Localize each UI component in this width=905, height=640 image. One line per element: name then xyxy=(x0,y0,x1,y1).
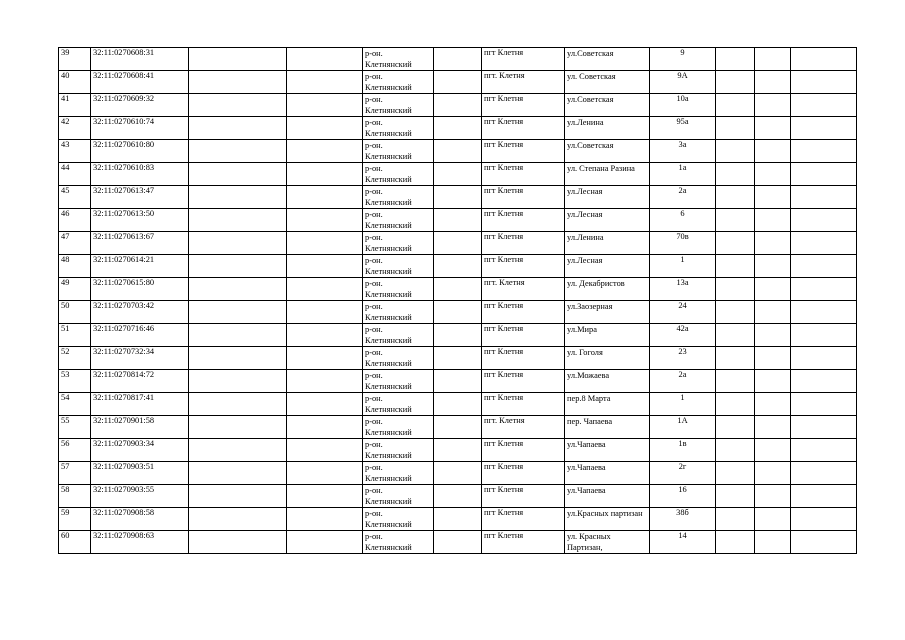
empty-cell xyxy=(189,485,287,508)
empty-cell xyxy=(434,48,482,71)
empty-cell xyxy=(434,232,482,255)
empty-cell xyxy=(434,416,482,439)
empty-cell xyxy=(716,209,755,232)
district-cell: р-он. Клетнянский xyxy=(363,94,434,117)
row-number-cell: 39 xyxy=(59,48,91,71)
empty-cell xyxy=(189,94,287,117)
empty-cell xyxy=(791,163,857,186)
empty-cell xyxy=(791,94,857,117)
empty-cell xyxy=(434,531,482,554)
house-number-cell: 42а xyxy=(650,324,716,347)
empty-cell xyxy=(287,370,363,393)
cadastral-number-cell: 32:11:0270817:41 xyxy=(91,393,189,416)
house-number-cell: 9А xyxy=(650,71,716,94)
district-cell: р-он. Клетнянский xyxy=(363,209,434,232)
row-number-cell: 60 xyxy=(59,531,91,554)
empty-cell xyxy=(434,393,482,416)
settlement-cell: пгт. Клетня xyxy=(482,71,565,94)
house-number-cell: 70в xyxy=(650,232,716,255)
empty-cell xyxy=(434,140,482,163)
row-number-cell: 40 xyxy=(59,71,91,94)
empty-cell xyxy=(189,186,287,209)
street-cell: ул.Чапаева xyxy=(565,485,650,508)
empty-cell xyxy=(716,462,755,485)
row-number-cell: 47 xyxy=(59,232,91,255)
district-cell: р-он. Клетнянский xyxy=(363,232,434,255)
table-row xyxy=(59,462,857,485)
empty-cell xyxy=(791,48,857,71)
empty-cell xyxy=(189,508,287,531)
district-cell: р-он. Клетнянский xyxy=(363,278,434,301)
empty-cell xyxy=(434,301,482,324)
table-body xyxy=(59,48,857,554)
row-number-cell: 51 xyxy=(59,324,91,347)
house-number-cell: 1в xyxy=(650,439,716,462)
house-number-cell: 1 xyxy=(650,393,716,416)
house-number-cell: 10а xyxy=(650,94,716,117)
empty-cell xyxy=(189,117,287,140)
street-cell: ул.Мира xyxy=(565,324,650,347)
district-cell: р-он. Клетнянский xyxy=(363,48,434,71)
table-row xyxy=(59,94,857,117)
settlement-cell: пгт Клетня xyxy=(482,531,565,554)
district-cell: р-он. Клетнянский xyxy=(363,485,434,508)
district-cell: р-он. Клетнянский xyxy=(363,163,434,186)
table-row xyxy=(59,232,857,255)
cadastral-number-cell: 32:11:0270614:21 xyxy=(91,255,189,278)
empty-cell xyxy=(189,462,287,485)
empty-cell xyxy=(287,462,363,485)
settlement-cell: пгт Клетня xyxy=(482,301,565,324)
row-number-cell: 57 xyxy=(59,462,91,485)
cadastral-number-cell: 32:11:0270908:63 xyxy=(91,531,189,554)
table-row xyxy=(59,508,857,531)
empty-cell xyxy=(434,462,482,485)
empty-cell xyxy=(287,531,363,554)
empty-cell xyxy=(189,324,287,347)
empty-cell xyxy=(791,508,857,531)
cadastral-number-cell: 32:11:0270903:51 xyxy=(91,462,189,485)
street-cell: ул.Советская xyxy=(565,48,650,71)
empty-cell xyxy=(287,324,363,347)
cadastral-number-cell: 32:11:0270901:58 xyxy=(91,416,189,439)
row-number-cell: 56 xyxy=(59,439,91,462)
district-cell: р-он. Клетнянский xyxy=(363,117,434,140)
cadastral-number-cell: 32:11:0270814:72 xyxy=(91,370,189,393)
house-number-cell: 6 xyxy=(650,209,716,232)
settlement-cell: пгт. Клетня xyxy=(482,278,565,301)
row-number-cell: 59 xyxy=(59,508,91,531)
cadastral-number-cell: 32:11:0270903:55 xyxy=(91,485,189,508)
empty-cell xyxy=(434,370,482,393)
empty-cell xyxy=(434,439,482,462)
empty-cell xyxy=(755,347,791,370)
row-number-cell: 50 xyxy=(59,301,91,324)
empty-cell xyxy=(434,94,482,117)
house-number-cell: 95а xyxy=(650,117,716,140)
settlement-cell: пгт Клетня xyxy=(482,48,565,71)
empty-cell xyxy=(755,416,791,439)
empty-cell xyxy=(189,531,287,554)
settlement-cell: пгт Клетня xyxy=(482,462,565,485)
house-number-cell: 14 xyxy=(650,531,716,554)
empty-cell xyxy=(716,439,755,462)
empty-cell xyxy=(716,94,755,117)
district-cell: р-он. Клетнянский xyxy=(363,140,434,163)
settlement-cell: пгт Клетня xyxy=(482,94,565,117)
empty-cell xyxy=(189,416,287,439)
district-cell: р-он. Клетнянский xyxy=(363,301,434,324)
street-cell: пер.8 Марта xyxy=(565,393,650,416)
empty-cell xyxy=(755,140,791,163)
street-cell: ул.Чапаева xyxy=(565,439,650,462)
empty-cell xyxy=(287,347,363,370)
empty-cell xyxy=(791,416,857,439)
house-number-cell: 9 xyxy=(650,48,716,71)
empty-cell xyxy=(287,508,363,531)
settlement-cell: пгт Клетня xyxy=(482,439,565,462)
empty-cell xyxy=(755,94,791,117)
empty-cell xyxy=(755,48,791,71)
table-row xyxy=(59,347,857,370)
house-number-cell: 1А xyxy=(650,416,716,439)
cadastral-number-cell: 32:11:0270908:58 xyxy=(91,508,189,531)
district-cell: р-он. Клетнянский xyxy=(363,531,434,554)
empty-cell xyxy=(755,439,791,462)
street-cell: ул.Ленина xyxy=(565,232,650,255)
cadastral-number-cell: 32:11:0270613:67 xyxy=(91,232,189,255)
table-row xyxy=(59,117,857,140)
house-number-cell: 2г xyxy=(650,462,716,485)
row-number-cell: 42 xyxy=(59,117,91,140)
row-number-cell: 48 xyxy=(59,255,91,278)
empty-cell xyxy=(755,531,791,554)
district-cell: р-он. Клетнянский xyxy=(363,255,434,278)
empty-cell xyxy=(791,462,857,485)
table-row xyxy=(59,71,857,94)
empty-cell xyxy=(287,140,363,163)
empty-cell xyxy=(287,255,363,278)
empty-cell xyxy=(755,462,791,485)
row-number-cell: 44 xyxy=(59,163,91,186)
row-number-cell: 43 xyxy=(59,140,91,163)
cadastral-number-cell: 32:11:0270613:47 xyxy=(91,186,189,209)
house-number-cell: 13а xyxy=(650,278,716,301)
settlement-cell: пгт Клетня xyxy=(482,255,565,278)
empty-cell xyxy=(287,48,363,71)
empty-cell xyxy=(755,163,791,186)
empty-cell xyxy=(755,278,791,301)
empty-cell xyxy=(189,140,287,163)
row-number-cell: 52 xyxy=(59,347,91,370)
district-cell: р-он. Клетнянский xyxy=(363,71,434,94)
district-cell: р-он. Клетнянский xyxy=(363,439,434,462)
district-cell: р-он. Клетнянский xyxy=(363,186,434,209)
row-number-cell: 55 xyxy=(59,416,91,439)
settlement-cell: пгт Клетня xyxy=(482,163,565,186)
street-cell: ул.Красных партизан xyxy=(565,508,650,531)
table-row xyxy=(59,209,857,232)
cadastral-number-cell: 32:11:0270903:34 xyxy=(91,439,189,462)
settlement-cell: пгт Клетня xyxy=(482,347,565,370)
district-cell: р-он. Клетнянский xyxy=(363,393,434,416)
table-row xyxy=(59,416,857,439)
street-cell: ул. Красных Партизан, xyxy=(565,531,650,554)
empty-cell xyxy=(755,508,791,531)
empty-cell xyxy=(189,370,287,393)
table-row xyxy=(59,48,857,71)
settlement-cell: пгт Клетня xyxy=(482,508,565,531)
table-row xyxy=(59,324,857,347)
empty-cell xyxy=(287,416,363,439)
empty-cell xyxy=(791,485,857,508)
settlement-cell: пгт Клетня xyxy=(482,393,565,416)
settlement-cell: пгт Клетня xyxy=(482,324,565,347)
street-cell: ул.Лесная xyxy=(565,186,650,209)
settlement-cell: пгт Клетня xyxy=(482,485,565,508)
empty-cell xyxy=(189,209,287,232)
street-cell: ул.Ленина xyxy=(565,117,650,140)
table-row xyxy=(59,255,857,278)
empty-cell xyxy=(791,370,857,393)
house-number-cell: 16 xyxy=(650,485,716,508)
empty-cell xyxy=(287,301,363,324)
row-number-cell: 54 xyxy=(59,393,91,416)
street-cell: пер. Чапаева xyxy=(565,416,650,439)
empty-cell xyxy=(287,393,363,416)
table-row xyxy=(59,485,857,508)
empty-cell xyxy=(716,370,755,393)
house-number-cell: 24 xyxy=(650,301,716,324)
table-row xyxy=(59,439,857,462)
empty-cell xyxy=(716,531,755,554)
table-row xyxy=(59,393,857,416)
cadastral-number-cell: 32:11:0270610:83 xyxy=(91,163,189,186)
empty-cell xyxy=(189,439,287,462)
empty-cell xyxy=(716,416,755,439)
empty-cell xyxy=(791,186,857,209)
cadastral-number-cell: 32:11:0270608:41 xyxy=(91,71,189,94)
district-cell: р-он. Клетнянский xyxy=(363,370,434,393)
house-number-cell: 2а xyxy=(650,370,716,393)
house-number-cell: 2а xyxy=(650,186,716,209)
table-row xyxy=(59,278,857,301)
row-number-cell: 49 xyxy=(59,278,91,301)
settlement-cell: пгт Клетня xyxy=(482,140,565,163)
district-cell: р-он. Клетнянский xyxy=(363,508,434,531)
cadastral-number-cell: 32:11:0270609:32 xyxy=(91,94,189,117)
street-cell: ул.Чапаева xyxy=(565,462,650,485)
empty-cell xyxy=(791,347,857,370)
street-cell: ул.Лесная xyxy=(565,209,650,232)
empty-cell xyxy=(287,71,363,94)
empty-cell xyxy=(791,117,857,140)
empty-cell xyxy=(287,186,363,209)
empty-cell xyxy=(716,140,755,163)
empty-cell xyxy=(434,324,482,347)
empty-cell xyxy=(189,255,287,278)
table-row xyxy=(59,301,857,324)
district-cell: р-он. Клетнянский xyxy=(363,324,434,347)
empty-cell xyxy=(189,163,287,186)
empty-cell xyxy=(791,531,857,554)
row-number-cell: 46 xyxy=(59,209,91,232)
street-cell: ул. Советская xyxy=(565,71,650,94)
empty-cell xyxy=(189,232,287,255)
empty-cell xyxy=(791,324,857,347)
street-cell: ул.Лесная xyxy=(565,255,650,278)
empty-cell xyxy=(189,278,287,301)
empty-cell xyxy=(716,255,755,278)
house-number-cell: 1а xyxy=(650,163,716,186)
empty-cell xyxy=(434,163,482,186)
house-number-cell: 38б xyxy=(650,508,716,531)
empty-cell xyxy=(434,209,482,232)
empty-cell xyxy=(434,117,482,140)
empty-cell xyxy=(189,48,287,71)
empty-cell xyxy=(287,485,363,508)
empty-cell xyxy=(434,71,482,94)
cadastral-number-cell: 32:11:0270615:80 xyxy=(91,278,189,301)
empty-cell xyxy=(716,186,755,209)
settlement-cell: пгт Клетня xyxy=(482,232,565,255)
empty-cell xyxy=(716,232,755,255)
empty-cell xyxy=(434,508,482,531)
street-cell: ул. Гоголя xyxy=(565,347,650,370)
empty-cell xyxy=(189,347,287,370)
cadastral-number-cell: 32:11:0270716:46 xyxy=(91,324,189,347)
empty-cell xyxy=(716,485,755,508)
row-number-cell: 58 xyxy=(59,485,91,508)
empty-cell xyxy=(791,255,857,278)
empty-cell xyxy=(755,186,791,209)
table-row xyxy=(59,140,857,163)
table-row xyxy=(59,186,857,209)
empty-cell xyxy=(755,301,791,324)
settlement-cell: пгт Клетня xyxy=(482,209,565,232)
table-row xyxy=(59,370,857,393)
house-number-cell: 1 xyxy=(650,255,716,278)
empty-cell xyxy=(189,393,287,416)
empty-cell xyxy=(189,301,287,324)
district-cell: р-он. Клетнянский xyxy=(363,416,434,439)
settlement-cell: пгт. Клетня xyxy=(482,416,565,439)
empty-cell xyxy=(716,347,755,370)
empty-cell xyxy=(716,393,755,416)
empty-cell xyxy=(791,393,857,416)
empty-cell xyxy=(434,347,482,370)
row-number-cell: 45 xyxy=(59,186,91,209)
table-row xyxy=(59,531,857,554)
empty-cell xyxy=(287,117,363,140)
empty-cell xyxy=(287,209,363,232)
street-cell: ул.Заозерная xyxy=(565,301,650,324)
empty-cell xyxy=(791,278,857,301)
house-number-cell: 3а xyxy=(650,140,716,163)
street-cell: ул.Советская xyxy=(565,94,650,117)
cadastral-number-cell: 32:11:0270608:31 xyxy=(91,48,189,71)
empty-cell xyxy=(755,232,791,255)
empty-cell xyxy=(434,485,482,508)
empty-cell xyxy=(287,439,363,462)
empty-cell xyxy=(287,232,363,255)
empty-cell xyxy=(755,117,791,140)
settlement-cell: пгт Клетня xyxy=(482,370,565,393)
district-cell: р-он. Клетнянский xyxy=(363,347,434,370)
empty-cell xyxy=(716,117,755,140)
empty-cell xyxy=(716,278,755,301)
district-cell: р-он. Клетнянский xyxy=(363,462,434,485)
empty-cell xyxy=(716,508,755,531)
empty-cell xyxy=(287,278,363,301)
empty-cell xyxy=(755,324,791,347)
empty-cell xyxy=(287,94,363,117)
street-cell: ул.Советская xyxy=(565,140,650,163)
table-row xyxy=(59,163,857,186)
cadastral-number-cell: 32:11:0270610:80 xyxy=(91,140,189,163)
cadastral-number-cell: 32:11:0270703:42 xyxy=(91,301,189,324)
row-number-cell: 41 xyxy=(59,94,91,117)
empty-cell xyxy=(716,48,755,71)
empty-cell xyxy=(755,485,791,508)
settlement-cell: пгт Клетня xyxy=(482,186,565,209)
empty-cell xyxy=(755,209,791,232)
house-number-cell: 23 xyxy=(650,347,716,370)
empty-cell xyxy=(434,255,482,278)
empty-cell xyxy=(791,301,857,324)
row-number-cell: 53 xyxy=(59,370,91,393)
empty-cell xyxy=(791,209,857,232)
empty-cell xyxy=(434,186,482,209)
empty-cell xyxy=(755,393,791,416)
street-cell: ул.Можаева xyxy=(565,370,650,393)
empty-cell xyxy=(791,140,857,163)
street-cell: ул. Декабристов xyxy=(565,278,650,301)
cadastral-number-cell: 32:11:0270613:50 xyxy=(91,209,189,232)
empty-cell xyxy=(755,370,791,393)
records-table xyxy=(58,47,857,554)
empty-cell xyxy=(716,163,755,186)
empty-cell xyxy=(434,278,482,301)
empty-cell xyxy=(716,324,755,347)
cadastral-number-cell: 32:11:0270610:74 xyxy=(91,117,189,140)
empty-cell xyxy=(791,439,857,462)
empty-cell xyxy=(716,71,755,94)
empty-cell xyxy=(791,232,857,255)
empty-cell xyxy=(287,163,363,186)
empty-cell xyxy=(755,255,791,278)
empty-cell xyxy=(716,301,755,324)
settlement-cell: пгт Клетня xyxy=(482,117,565,140)
empty-cell xyxy=(189,71,287,94)
empty-cell xyxy=(755,71,791,94)
street-cell: ул. Степана Разина xyxy=(565,163,650,186)
empty-cell xyxy=(791,71,857,94)
cadastral-number-cell: 32:11:0270732:34 xyxy=(91,347,189,370)
